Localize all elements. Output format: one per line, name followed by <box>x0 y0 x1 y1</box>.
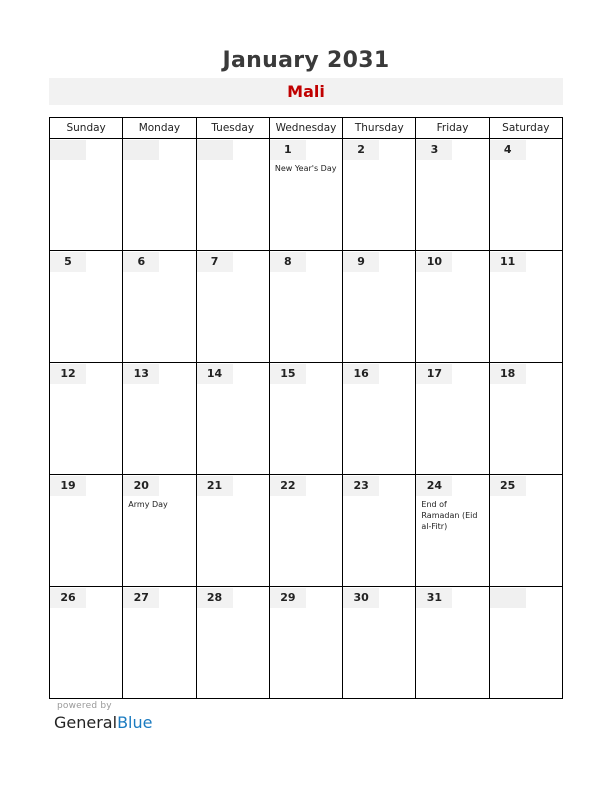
weekday-header: Monday <box>123 118 196 139</box>
day-number: 12 <box>50 364 86 384</box>
weekday-header: Friday <box>416 118 489 139</box>
day-cell <box>343 139 416 251</box>
weekday-header: Tuesday <box>196 118 269 139</box>
day-cell <box>123 363 196 475</box>
day-number: 9 <box>343 252 379 272</box>
day-cell <box>269 475 342 587</box>
day-cell <box>269 139 342 251</box>
day-cell <box>196 587 269 699</box>
day-cell <box>416 251 489 363</box>
powered-by-label: powered by <box>57 701 112 711</box>
day-number: 5 <box>50 252 86 272</box>
day-number: 21 <box>197 476 233 496</box>
day-cell <box>343 363 416 475</box>
empty-day-cell <box>50 139 123 251</box>
day-number: 30 <box>343 588 379 608</box>
weekday-header: Sunday <box>50 118 123 139</box>
week-row <box>50 251 563 363</box>
week-row <box>50 587 563 699</box>
weekday-header: Wednesday <box>269 118 342 139</box>
day-number: 13 <box>123 364 159 384</box>
day-number <box>197 140 233 160</box>
day-number: 28 <box>197 588 233 608</box>
day-cell <box>343 251 416 363</box>
day-number: 16 <box>343 364 379 384</box>
page-title: January 2031 <box>222 48 390 73</box>
country-name: Mali <box>287 82 325 101</box>
country-banner <box>49 78 563 105</box>
empty-day-cell <box>196 139 269 251</box>
day-number <box>50 140 86 160</box>
day-cell <box>269 363 342 475</box>
day-cell <box>489 363 562 475</box>
day-number: 19 <box>50 476 86 496</box>
day-number: 25 <box>490 476 526 496</box>
day-cell <box>343 587 416 699</box>
day-cell <box>50 251 123 363</box>
day-number: 8 <box>270 252 306 272</box>
week-row <box>50 363 563 475</box>
day-number: 1 <box>270 140 306 160</box>
day-cell <box>489 251 562 363</box>
day-number: 26 <box>50 588 86 608</box>
day-number: 18 <box>490 364 526 384</box>
day-cell <box>489 139 562 251</box>
day-cell <box>416 475 489 587</box>
weekday-header-row <box>50 118 563 139</box>
day-cell <box>196 363 269 475</box>
day-number: 10 <box>416 252 452 272</box>
day-number: 27 <box>123 588 159 608</box>
day-number: 7 <box>197 252 233 272</box>
day-cell <box>123 475 196 587</box>
day-cell <box>123 251 196 363</box>
day-number: 20 <box>123 476 159 496</box>
holiday-label: New Year's Day <box>274 164 337 173</box>
weekday-header: Saturday <box>489 118 562 139</box>
day-number: 22 <box>270 476 306 496</box>
day-number: 17 <box>416 364 452 384</box>
day-cell <box>416 139 489 251</box>
day-number: 2 <box>343 140 379 160</box>
day-cell <box>50 363 123 475</box>
holiday-label: End of Ramadan (Eid al-Fitr) <box>421 500 478 531</box>
weekday-header: Thursday <box>343 118 416 139</box>
day-cell <box>416 587 489 699</box>
day-cell <box>489 475 562 587</box>
empty-day-cell <box>489 587 562 699</box>
day-cell <box>196 251 269 363</box>
day-number: 14 <box>197 364 233 384</box>
day-number: 31 <box>416 588 452 608</box>
day-cell <box>269 587 342 699</box>
day-cell <box>50 475 123 587</box>
day-number: 6 <box>123 252 159 272</box>
calendar-grid <box>49 117 563 699</box>
day-number: 15 <box>270 364 306 384</box>
empty-day-cell <box>123 139 196 251</box>
day-cell <box>269 251 342 363</box>
day-cell <box>50 587 123 699</box>
week-row <box>50 139 563 251</box>
brand-general: General <box>54 713 118 732</box>
day-number: 3 <box>416 140 452 160</box>
holiday-label: Army Day <box>128 500 168 509</box>
day-number: 11 <box>490 252 526 272</box>
day-number: 23 <box>343 476 379 496</box>
brand-blue: Blue <box>117 713 153 732</box>
day-cell <box>416 363 489 475</box>
day-number <box>123 140 159 160</box>
day-cell <box>196 475 269 587</box>
day-number: 29 <box>270 588 306 608</box>
week-row <box>50 475 563 587</box>
day-cell <box>343 475 416 587</box>
day-cell <box>123 587 196 699</box>
generalblue-logo[interactable] <box>54 713 152 732</box>
day-number <box>490 588 526 608</box>
day-number: 4 <box>490 140 526 160</box>
day-number: 24 <box>416 476 452 496</box>
